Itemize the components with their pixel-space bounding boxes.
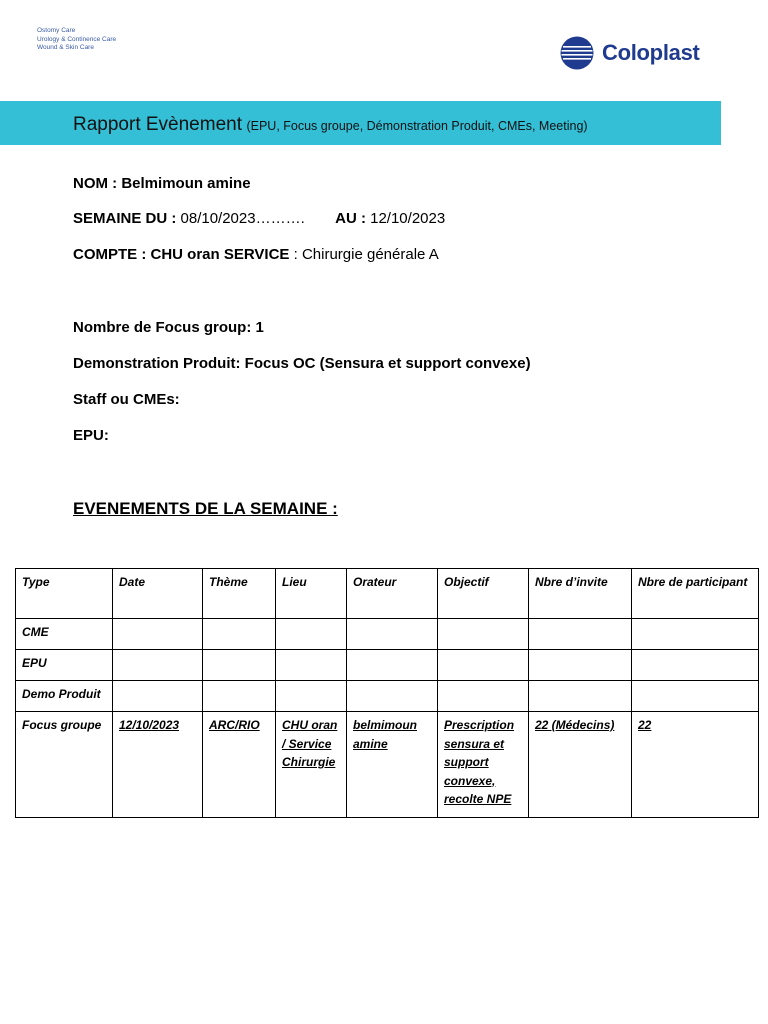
table-cell xyxy=(347,712,438,818)
header-cell: Objectif xyxy=(438,569,529,619)
table-cell xyxy=(203,681,276,712)
table-cell xyxy=(529,650,632,681)
header-cell: Orateur xyxy=(347,569,438,619)
table-cell xyxy=(438,712,529,818)
table-cell xyxy=(276,681,347,712)
table-row xyxy=(16,712,759,818)
table-cell xyxy=(438,650,529,681)
brand-tagline xyxy=(37,27,116,53)
table-cell xyxy=(438,619,529,650)
semaine-label: SEMAINE DU : xyxy=(73,210,177,227)
table-cell xyxy=(632,712,759,818)
table-cell xyxy=(529,712,632,818)
report-title-main: Rapport Evènement xyxy=(73,114,242,135)
report-title xyxy=(73,114,588,136)
table-cell xyxy=(529,681,632,712)
cell-theme: ARC/RIO xyxy=(209,718,260,732)
focus-group-count: Nombre de Focus group: 1 xyxy=(73,319,264,336)
compte-field xyxy=(73,246,439,263)
service-value: : Chirurgie générale A xyxy=(293,246,439,263)
tagline-line: Ostomy Care xyxy=(37,27,76,34)
table-header-row xyxy=(16,569,759,619)
nom-value: Belmimoun amine xyxy=(121,175,251,192)
table-cell xyxy=(113,681,203,712)
table-cell xyxy=(438,681,529,712)
cell-objectif: Prescription sensura et support convexe, recolte NPE xyxy=(444,718,515,806)
cell-nbre-invite: 22 (Médecins) xyxy=(535,718,615,732)
table-cell xyxy=(632,619,759,650)
cell-nbre-participant: 22 xyxy=(638,718,652,732)
table-cell xyxy=(113,619,203,650)
table-cell xyxy=(276,712,347,818)
table-cell xyxy=(113,650,203,681)
brand-name: Coloplast xyxy=(602,40,700,65)
compte-label: COMPTE : xyxy=(73,246,147,263)
header-cell: Type xyxy=(16,569,113,619)
nom-field xyxy=(73,175,251,192)
header-cell: Nbre d’invite xyxy=(529,569,632,619)
table-cell: Focus groupe xyxy=(16,712,113,818)
coloplast-logo xyxy=(560,36,700,70)
header-cell: Thème xyxy=(203,569,276,619)
cell-orateur: belmimoun amine xyxy=(353,718,418,751)
table-cell xyxy=(203,619,276,650)
table-cell xyxy=(203,712,276,818)
header-cell: Date xyxy=(113,569,203,619)
table-cell xyxy=(276,650,347,681)
service-label: SERVICE xyxy=(223,246,290,263)
table-cell xyxy=(347,619,438,650)
cell-date: 12/10/2023 xyxy=(119,718,180,732)
semaine-field xyxy=(73,210,445,227)
semaine-value: 08/10/2023………. xyxy=(180,210,305,227)
au-label: AU : xyxy=(335,210,366,227)
table-cell xyxy=(529,619,632,650)
compte-value: CHU oran xyxy=(150,246,220,263)
header-cell: Nbre de participant xyxy=(632,569,759,619)
events-table xyxy=(15,568,759,818)
table-cell xyxy=(632,681,759,712)
table-cell xyxy=(347,681,438,712)
tagline-line: Urology & Continence Care xyxy=(37,35,117,43)
table-row xyxy=(16,681,759,712)
demonstration-produit: Demonstration Produit: Focus OC (Sensura et support convexe) xyxy=(73,355,531,372)
table-row xyxy=(16,650,759,681)
table-cell: Demo Produit xyxy=(16,681,113,712)
au-value: 12/10/2023 xyxy=(370,210,446,227)
staff-cmes: Staff ou CMEs: xyxy=(73,391,180,408)
nom-label: NOM : xyxy=(73,175,118,192)
cell-lieu: CHU oran / Service Chirurgie xyxy=(282,718,338,769)
epu-field: EPU: xyxy=(73,427,109,444)
table-row xyxy=(16,619,759,650)
coloplast-logo-icon xyxy=(560,36,594,70)
table-cell: EPU xyxy=(16,650,113,681)
table-cell xyxy=(113,712,203,818)
report-title-subtitle: (EPU, Focus groupe, Démonstration Produit, CMEs, Meeting) xyxy=(246,119,588,133)
tagline-line: Wound & Skin Care xyxy=(37,44,94,51)
table-cell: CME xyxy=(16,619,113,650)
table-cell xyxy=(347,650,438,681)
header-cell: Lieu xyxy=(276,569,347,619)
table-cell xyxy=(203,650,276,681)
events-section-title: EVENEMENTS DE LA SEMAINE : xyxy=(73,499,338,518)
table-cell xyxy=(276,619,347,650)
table-cell xyxy=(632,650,759,681)
